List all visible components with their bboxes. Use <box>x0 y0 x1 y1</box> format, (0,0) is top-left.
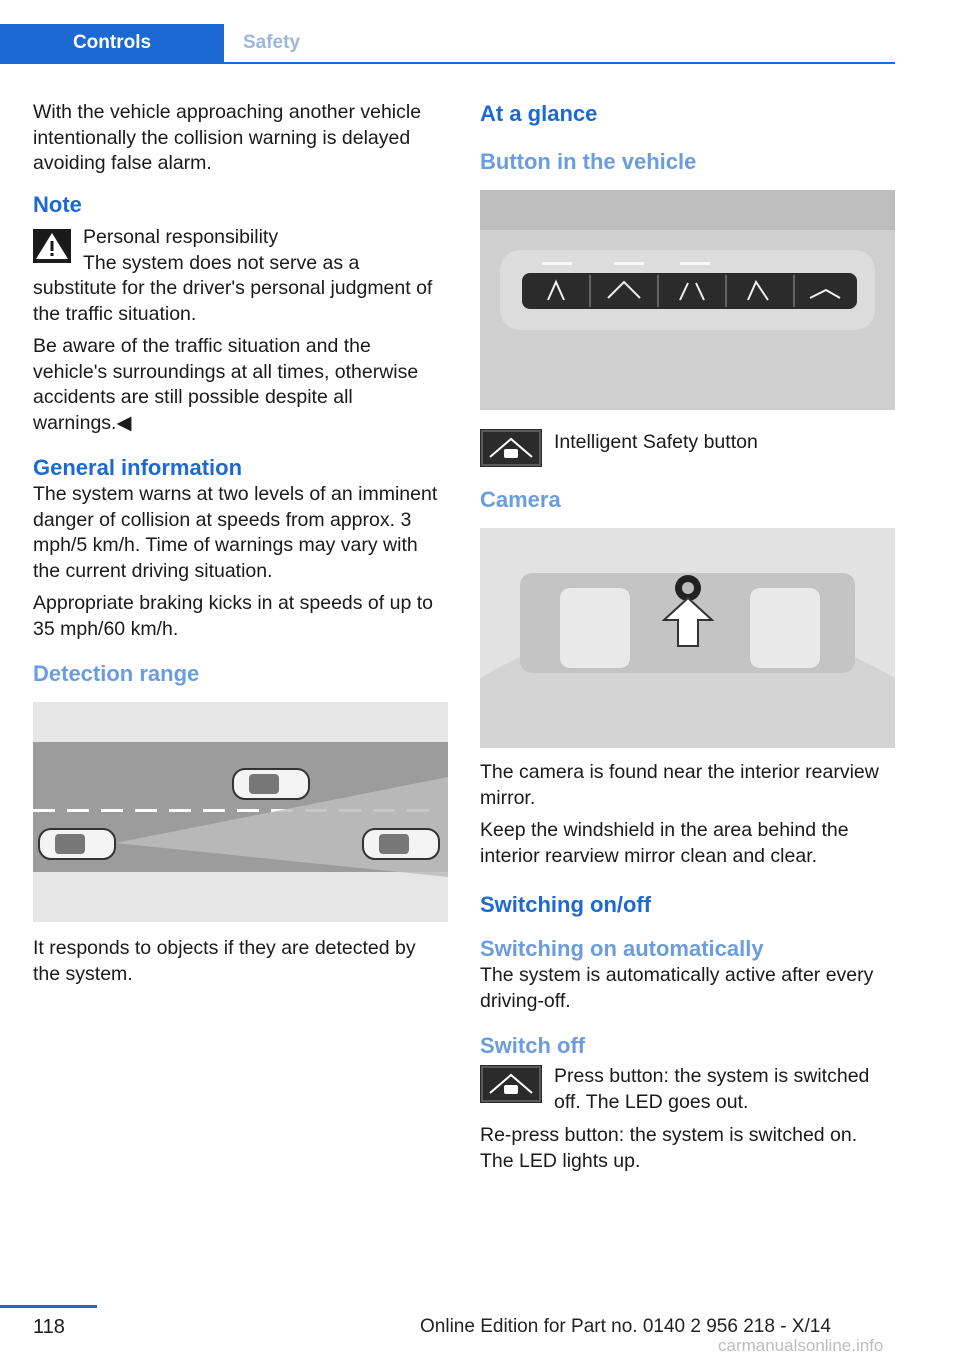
warning-icon <box>33 229 71 263</box>
note-text-2: Be aware of the traffic situation and the vehicle's surroundings at all times, otherwise accidents are still possible despite all warnings.◀ <box>33 335 419 434</box>
car-icon <box>363 829 439 859</box>
detection-range-heading: Detection range <box>33 661 200 686</box>
general-info-paragraph-2: Appropriate braking kicks in at speeds of up to 35 mph/60 km/h. <box>33 592 433 640</box>
footer-accent-line <box>0 1305 97 1308</box>
left-column <box>33 100 448 994</box>
watermark: carmanualsonline.info <box>718 1336 884 1355</box>
note-block <box>33 225 448 285</box>
at-a-glance-heading: At a glance <box>480 101 598 126</box>
camera-figure <box>480 528 895 748</box>
car-icon <box>233 769 309 799</box>
car-icon <box>39 829 115 859</box>
intelligent-safety-caption: Intelligent Safety button <box>554 431 758 453</box>
camera-paragraph-1: The camera is found near the interior rearview mirror. <box>480 761 879 809</box>
right-column <box>480 100 895 1181</box>
intelligent-safety-button-icon <box>480 1065 542 1103</box>
switching-on-automatically-heading: Switching on automatically <box>480 936 764 961</box>
intro-paragraph: With the vehicle approaching another vehicle intentionally the collision warning is delayed avoiding false alarm. <box>33 101 422 174</box>
tab-safety[interactable]: Safety <box>242 32 301 53</box>
header-tab-bar <box>0 24 895 64</box>
button-in-vehicle-heading: Button in the vehicle <box>480 149 697 174</box>
intelligent-safety-row <box>480 428 895 468</box>
switching-heading: Switching on/off <box>480 892 652 917</box>
note-text: The system does not serve as a substitute for the driver's personal judgment of the traffic situation. <box>33 251 433 325</box>
intelligent-safety-button-icon <box>480 429 542 467</box>
page-number: 118 <box>33 1316 65 1338</box>
switching-on-automatically-text: The system is automatically active after every driving-off. <box>480 964 874 1012</box>
camera-heading: Camera <box>480 487 561 512</box>
detection-caption: It responds to objects if they are detected by the system. <box>33 937 416 985</box>
button-panel-figure <box>480 190 895 410</box>
detection-range-figure <box>33 702 448 922</box>
note-title: Personal responsibility <box>83 225 279 248</box>
switch-off-row <box>480 1064 895 1115</box>
camera-paragraph-2: Keep the windshield in the area behind the interior rearview mirror clean and clear. <box>480 819 849 867</box>
switch-off-heading: Switch off <box>480 1033 586 1058</box>
general-info-heading: General information <box>33 455 243 480</box>
tab-controls[interactable]: Controls <box>0 24 224 62</box>
switch-off-text: Press button: the system is switched off. The LED goes out. <box>554 1065 870 1113</box>
general-info-paragraph-1: The system warns at two levels of an imminent danger of collision at speeds from approx. 3 mph/5 km/h. Time of warnings may vary with the current driving situation. <box>33 483 438 582</box>
repress-text: Re-press button: the system is switched on. The LED lights up. <box>480 1124 858 1172</box>
footer-edition: Online Edition for Part no. 0140 2 956 218 - X/14 <box>420 1316 831 1337</box>
note-heading: Note <box>33 191 82 217</box>
